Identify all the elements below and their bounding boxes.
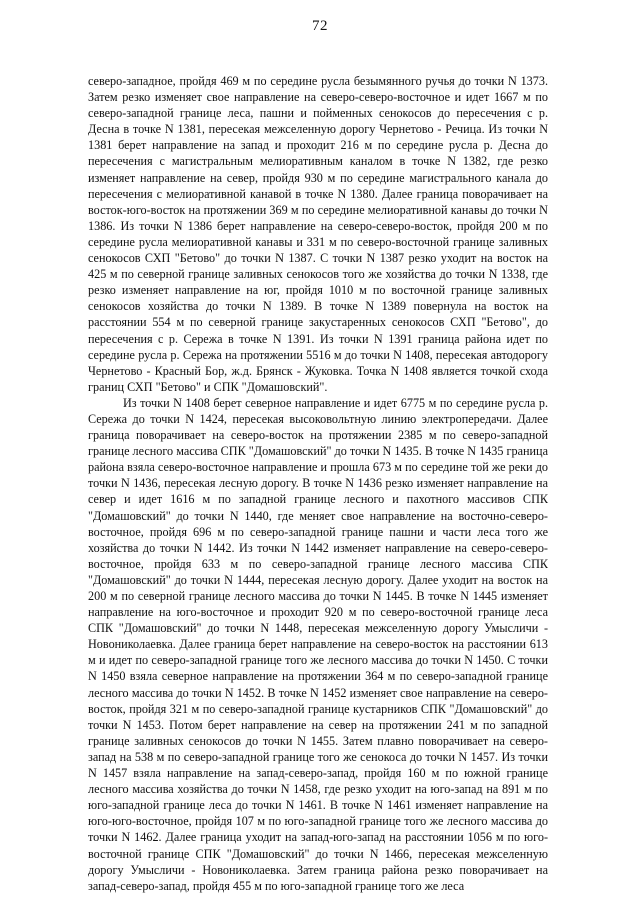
document-body (88, 73, 548, 894)
paragraph-1: северо-западное, пройдя 469 м по середине русла безымянного ручья до точки N 1373. Затем резко изменяет свое направление на северо-северо-восточное и идет 1667 м по северо-западной границе леса, пашни и пойменных сенокосов до пересечения с р. Десна в точке N 1381, пересекая межселенную дорогу Чернетово - Речица. Из точки N 1381 берет направление на запад и проходит 216 м по середине русла р. Десна до пересечения с магистральным мелиоративным каналом в точке N 1382, где резко изменяет направление на север, пройдя 930 м по середине магистрального канала до пересечения с мелиоративной канавой в точке N 1380. Далее граница поворачивает на восток-юго-восток на протяжении 369 м по середине мелиоративной канавы до точки N 1386. Из точки N 1386 берет направление на северо-северо-восток, пройдя 200 м по середине русла мелиоративной канавы и 331 м по северо-восточной границе заливных сенокосов СХП "Бетово" до точки N 1387. С точки N 1387 резко уходит на восток на 425 м по северной границе заливных сенокосов того же хозяйства до точки N 1338, где резко изменяет направление на юг, пройдя 1010 м по восточной границе заливных сенокосов хозяйства до точки N 1389. В точке N 1389 повернула на восток на расстоянии 554 м по северной границе закустаренных сенокосов СХП "Бетово", до пересечения с р. Сережа в точке N 1391. Из точки N 1391 граница района идет по середине русла р. Сережа на протяжении 5516 м до точки N 1408, пересекая автодорогу Чернетово - Красный Бор, ж.д. Брянск - Жуковка. Точка N 1408 является точкой схода границ СХП "Бетово" и СПК "Домашовский". (88, 74, 548, 394)
page-number: 72 (312, 18, 328, 34)
paragraph-2: Из точки N 1408 берет северное направление и идет 6775 м по середине русла р. Сережа до точки N 1424, пересекая высоковольтную линию электропередачи. Далее граница поворачивает на северо-восток на протяжении 2385 м по северо-западной границе лесного массива СПК "Домашовский" до точки N 1435. В точке N 1435 граница района взяла северо-восточное направление и прошла 673 м по середине той же реки до точки N 1436, пересекая лесную дорогу. В точке N 1436 резко изменяет направление на север и идет 1616 м по западной границе лесного и пахотного массивов СПК "Домашовский" до точки N 1440, где меняет свое направление на восточно-северо-восточное, пройдя 696 м по северо-западной границе пашни и части леса того же хозяйства до точки N 1442. Из точки N 1442 изменяет направление на северо-северо-восточное, пройдя 633 м по северо-западной границе лесного массива СПК "Домашовский" до точки N 1444, пересекая лесную дорогу. Далее уходит на восток на 200 м по северной границе лесного массива до точки N 1445. В точке N 1445 изменяет направление на юго-восточное и проходит 920 м по северо-восточной границе леса СПК "Домашовский" до точки N 1448, пересекая межселенную дорогу Умысличи - Новониколаевка. Далее граница берет направление на северо-восток на расстоянии 613 м и идет по северо-западной границе того же лесного массива до точки N 1450. С точки N 1450 взяла северное направление на протяжении 364 м по северо-западной границе лесного массива до точки N 1452. В точке N 1452 изменяет свое направление на северо-восток, пройдя 321 м по северо-западной границе кустарников СПК "Домашовский" до точки N 1453. Потом берет направление на север на протяжении 241 м по западной границе заливных сенокосов до точки N 1455. Затем плавно поворачивает на северо-запад на 538 м по северо-западной границе того же сенокоса до точки N 1457. Из точки N 1457 взяла направление на запад-северо-запад, пройдя 160 м по южной границе лесного массива хозяйства до точки N 1458, где резко уходит на юго-запад на 891 м по юго-западной границе леса до точки N 1461. В точке N 1461 изменяет направление на юго-юго-восточное, пройдя 107 м по юго-западной границе того же лесного массива до точки N 1462. Далее граница уходит на запад-юго-запад на расстоянии 1056 м по юго-восточной границе СПК "Домашовский" до точки N 1466, пересекая межселенную дорогу Умысличи - Новониколаевка. Затем граница района резко поворачивает на запад-северо-запад, пройдя 455 м по юго-западной границе того же леса (88, 395, 548, 893)
